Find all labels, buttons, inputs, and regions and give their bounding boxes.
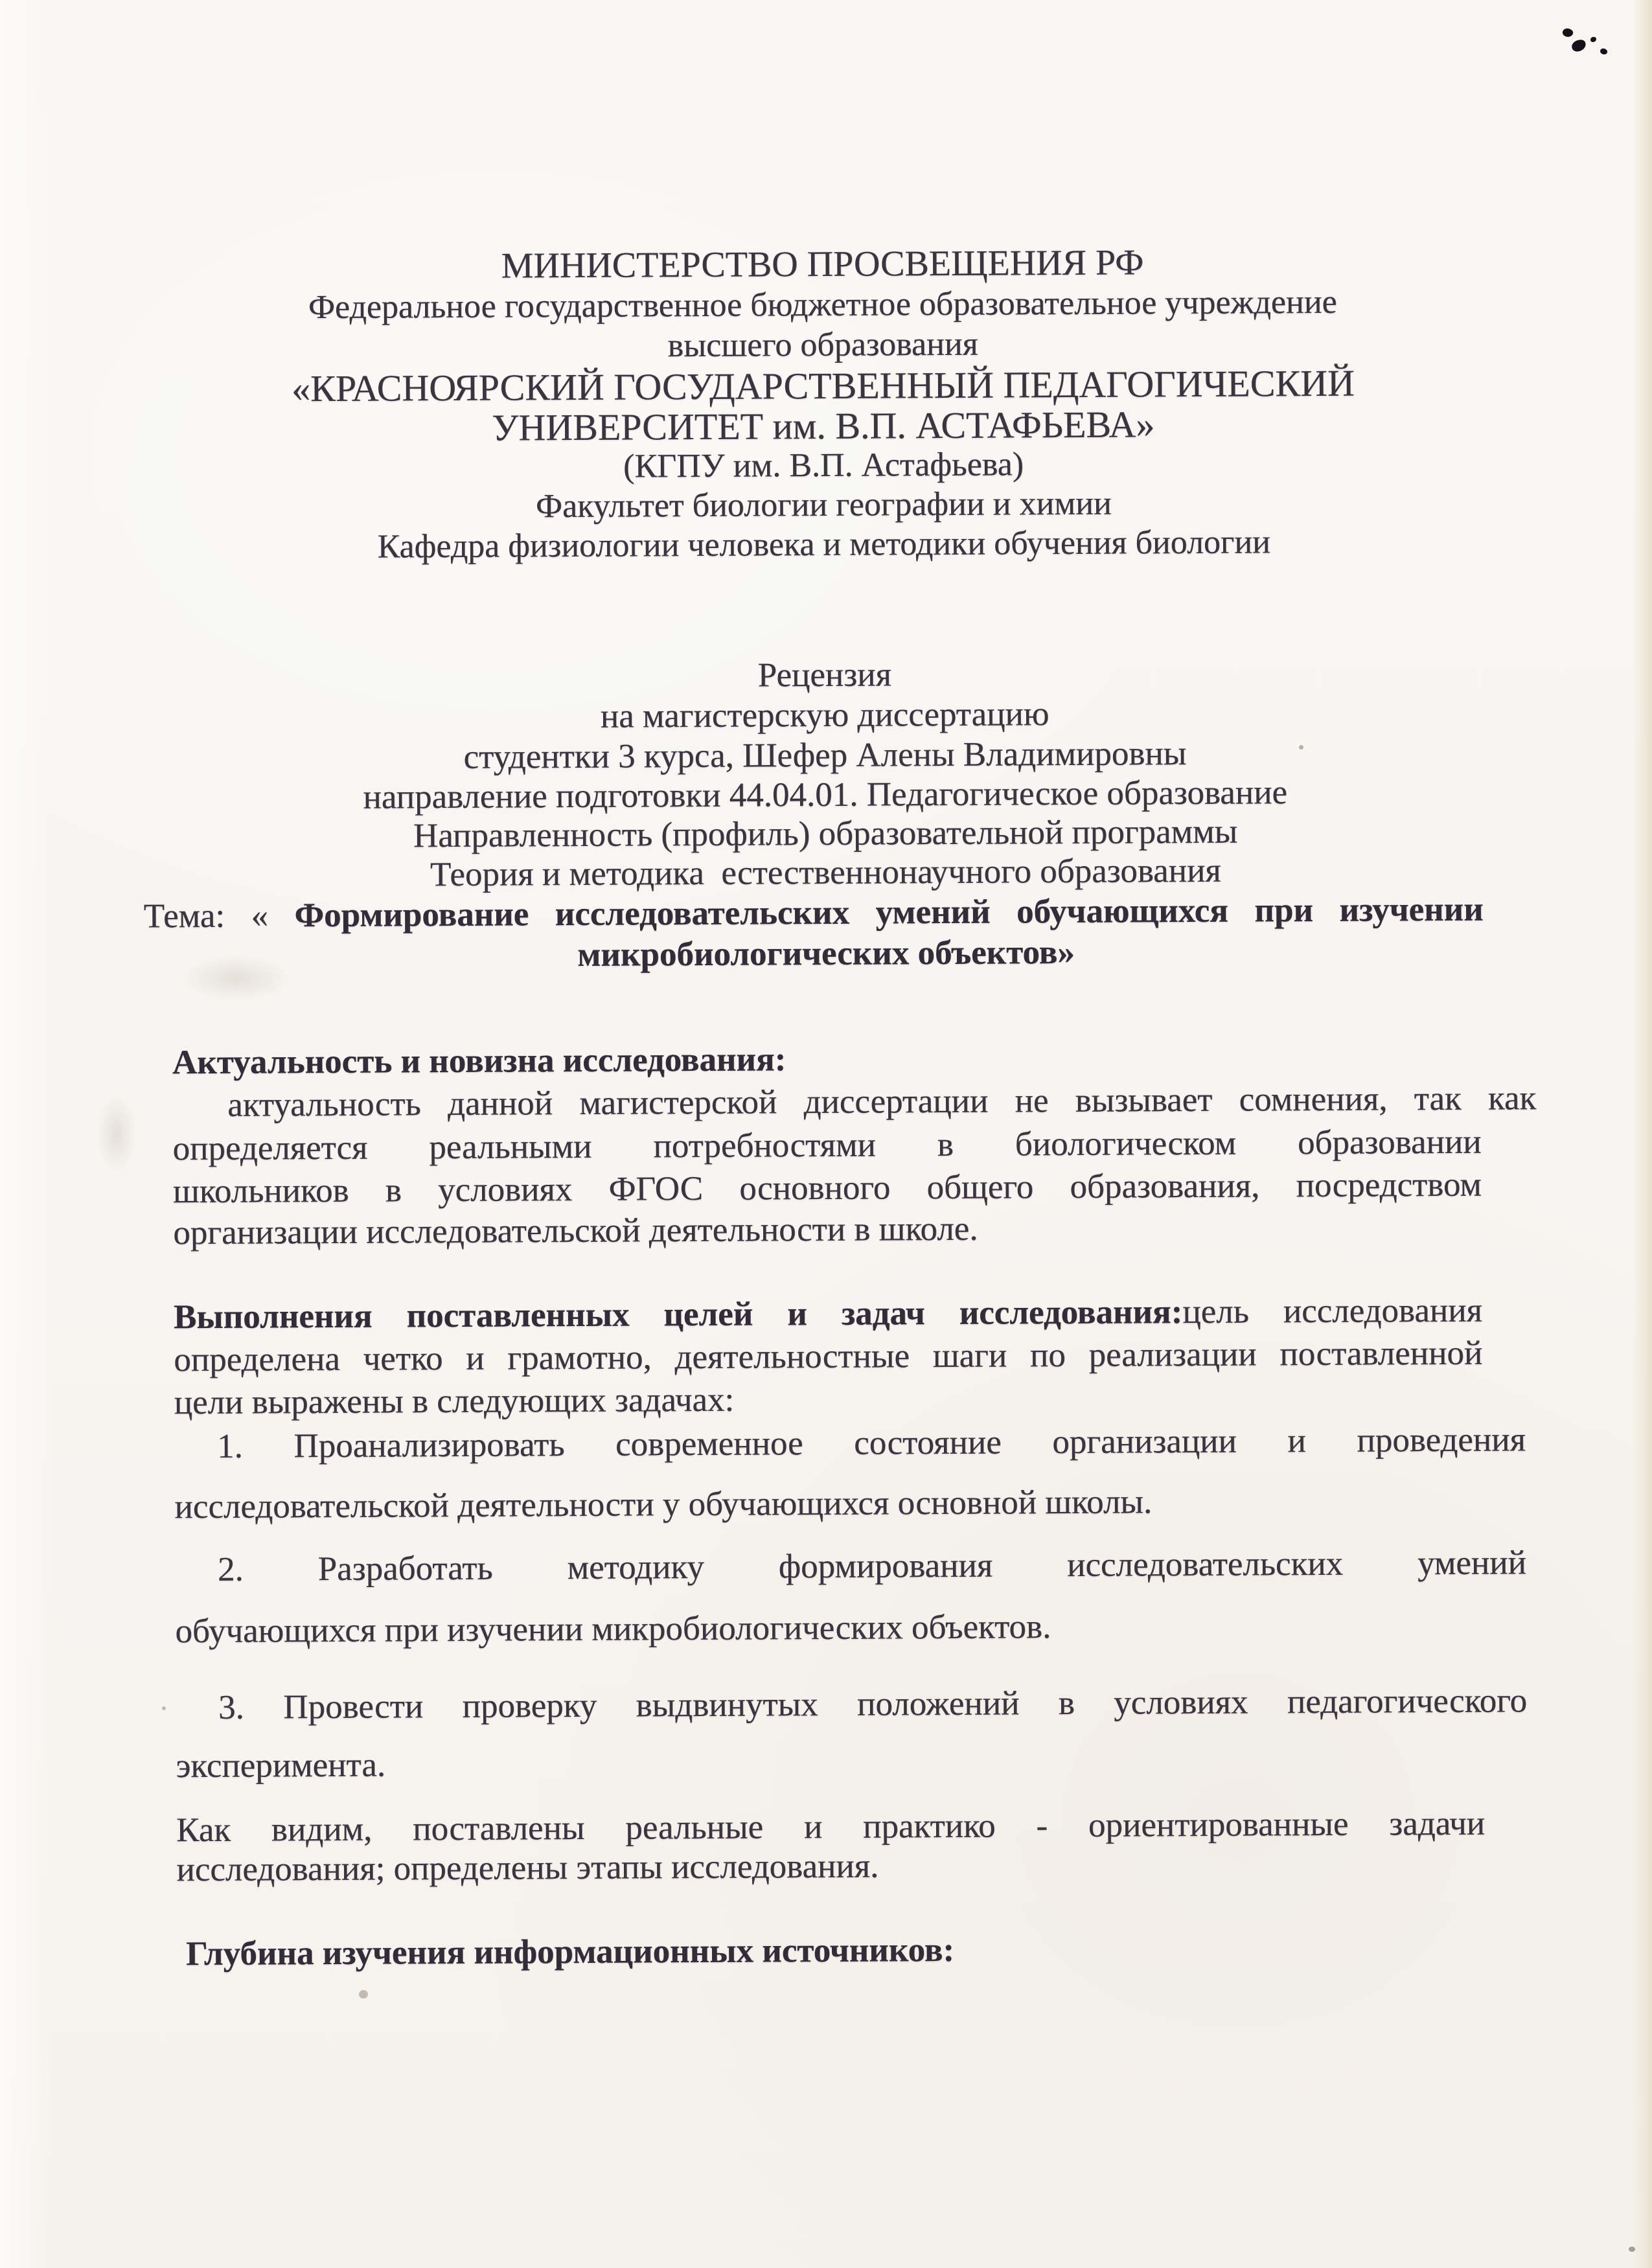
goals-closing-line: Как видим, поставлены реальные и практико - ориентированные задачи [176, 1804, 1486, 1850]
title-specialty: Теория и методика естественнонаучного образования [430, 851, 1221, 894]
header-line-higher-ed: высшего образования [667, 325, 978, 365]
title-student: студентки 3 курса, Шефер Алены Владимировны [463, 735, 1187, 776]
depth-heading: Глубина изучения информационных источников: [185, 1930, 955, 1973]
dust-dot [1299, 745, 1303, 750]
goals-heading-tail: цель исследования [1182, 1291, 1483, 1331]
title-review: Рецензия [757, 656, 892, 694]
goals-heading-line [174, 1290, 1482, 1338]
task-3-line-2: эксперимента. [176, 1746, 386, 1785]
goals-heading-bold: Выполнения поставленных целей и задач исследования: [173, 1293, 1183, 1336]
task-2-line-2: обучающихся при изучении микробиологических объектов. [175, 1608, 1051, 1651]
header-line-faculty: Факультет биологии географии и химии [535, 485, 1112, 525]
title-thesis: на магистерскую диссертацию [600, 695, 1050, 735]
task-2-line-1: 2. Разработать методику формирования исследовательских умений [217, 1544, 1527, 1588]
relevance-line: организации исследовательской деятельности в школе. [173, 1209, 978, 1252]
relevance-line: определяется реальными потребностями в биологическом образовании [172, 1123, 1482, 1168]
relevance-line: актуальность данной магистерской диссертации не вызывает сомнения, так как [227, 1079, 1537, 1124]
goals-line: определена четко и грамотно, деятельностные шаги по реализации поставленной [174, 1334, 1483, 1379]
dust-dot [162, 1706, 166, 1710]
header-line-university-2: УНИВЕРСИТЕТ им. В.П. АСТАФЬЕВА» [492, 403, 1155, 449]
dust-dot [359, 1990, 368, 1999]
topic-prefix: Тема: « [143, 897, 295, 935]
header-line-university-1: «КРАСНОЯРСКИЙ ГОСУДАРСТВЕННЫЙ ПЕДАГОГИЧЕСКИЙ [291, 361, 1355, 410]
thesis-topic-line-2: микробиологических объектов» [577, 933, 1075, 974]
task-3-line-1: 3. Провести проверку выдвинутых положений в условиях педагогического [218, 1682, 1528, 1726]
relevance-line: школьников в условиях ФГОС основного общего образования, посредством [172, 1165, 1482, 1211]
title-profile: Направленность (профиль) образовательной программы [413, 812, 1238, 855]
task-1-line-2: исследовательской деятельности у обучающихся основной школы. [174, 1483, 1153, 1526]
relevance-heading: Актуальность и новизна исследования: [172, 1040, 786, 1082]
smudge-stain [97, 1095, 136, 1173]
header-line-kgpu: (КГПУ им. В.П. Астафьева) [623, 446, 1024, 485]
dust-dot [1629, 2247, 1635, 2252]
goals-line: цели выражены в следующих задачах: [174, 1380, 735, 1422]
smudge-stain [181, 956, 292, 1001]
goals-closing-line: исследования; определены этапы исследования. [176, 1847, 879, 1889]
topic-bold-part: Формирование исследовательских умений обучающихся при изучении [294, 890, 1484, 935]
task-1-line-1: 1. Проанализировать современное состояние организации и проведения [216, 1421, 1526, 1465]
header-line-ministry: МИНИСТЕРСТВО ПРОСВЕЩЕНИЯ РФ [501, 242, 1144, 286]
header-line-federal: Федеральное государственное бюджетное образовательное учреждение [308, 283, 1337, 326]
title-program-code: направление подготовки 44.04.01. Педагогическое образование [363, 773, 1288, 816]
header-line-department: Кафедра физиологии человека и методики обучения биологии [377, 523, 1271, 566]
thesis-topic-line-1 [144, 889, 1484, 937]
